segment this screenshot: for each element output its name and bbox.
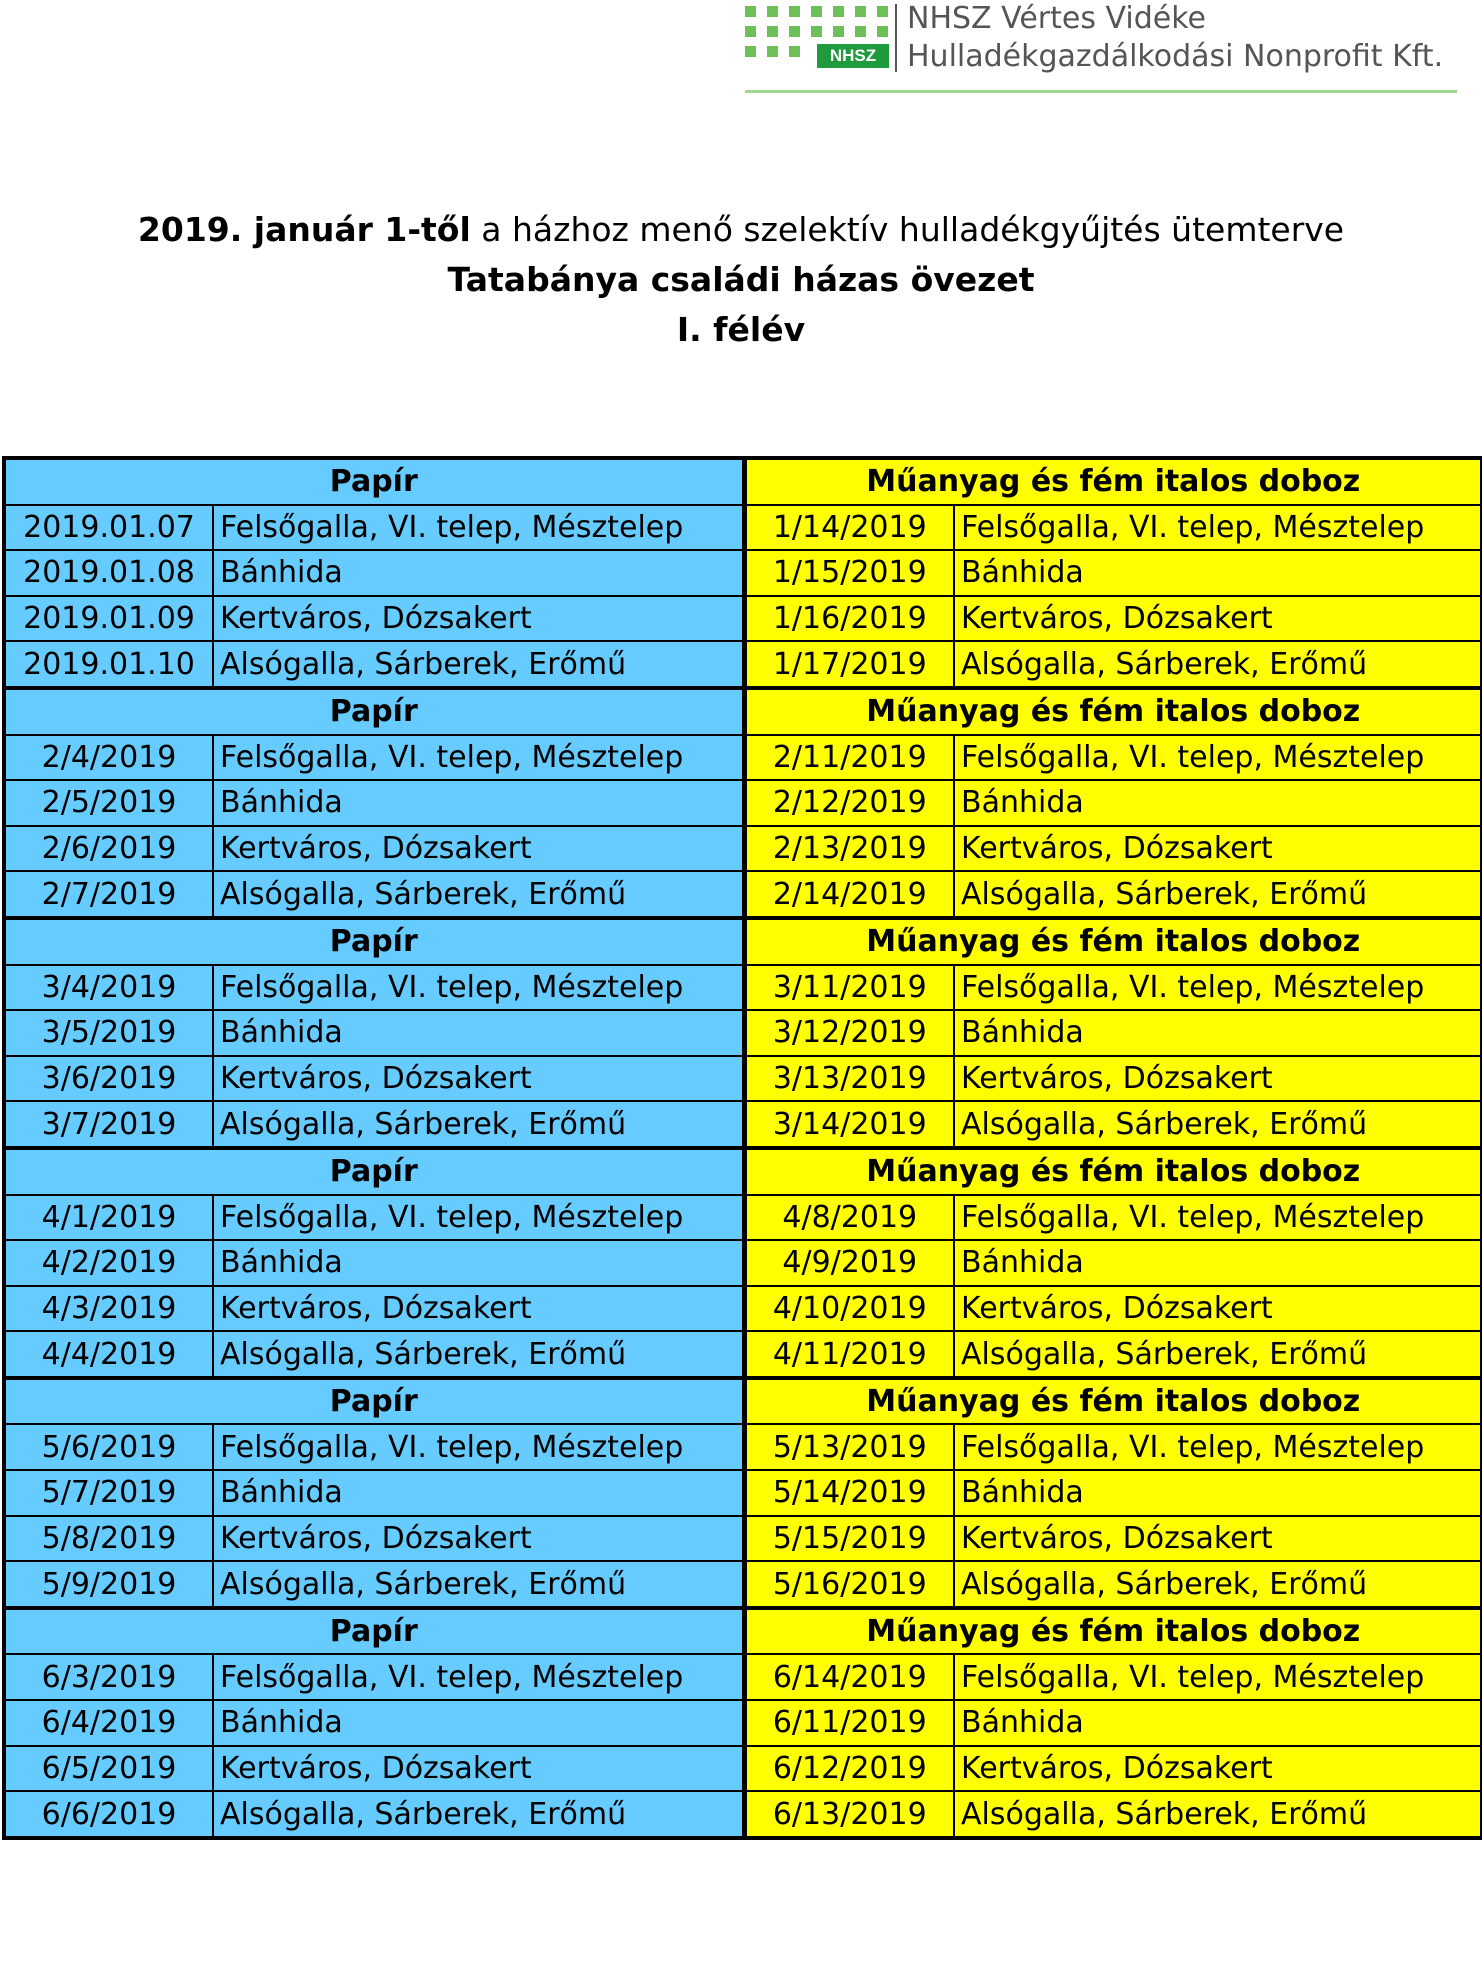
logo-dot (877, 6, 888, 17)
plastic-date: 6/12/2019 (744, 1746, 954, 1792)
plastic-header: Műanyag és fém italos doboz (744, 1148, 1482, 1195)
table-row (4, 965, 1482, 1011)
plastic-date: 5/16/2019 (744, 1561, 954, 1608)
plastic-area: Felsőgalla, VI. telep, Mésztelep (954, 735, 1482, 781)
logo-dot (789, 6, 800, 17)
logo-text (907, 0, 1443, 76)
plastic-area: Bánhida (954, 780, 1482, 826)
paper-date: 3/4/2019 (4, 965, 213, 1011)
paper-date: 4/4/2019 (4, 1331, 213, 1378)
plastic-date: 1/16/2019 (744, 596, 954, 642)
section-header-row (4, 458, 1482, 505)
logo-dot (811, 26, 822, 37)
plastic-date: 1/14/2019 (744, 505, 954, 551)
plastic-date: 5/15/2019 (744, 1516, 954, 1562)
section-header-row (4, 918, 1482, 965)
title-date: 2019. január 1-től (137, 210, 471, 249)
table-row (4, 1056, 1482, 1102)
table-row (4, 1195, 1482, 1241)
plastic-area: Kertváros, Dózsakert (954, 1746, 1482, 1792)
paper-area: Bánhida (213, 780, 744, 826)
table-row (4, 550, 1482, 596)
logo-dot (745, 26, 756, 37)
plastic-date: 6/11/2019 (744, 1700, 954, 1746)
plastic-date: 1/15/2019 (744, 550, 954, 596)
plastic-area: Felsőgalla, VI. telep, Mésztelep (954, 1424, 1482, 1470)
plastic-area: Alsógalla, Sárberek, Erőmű (954, 1791, 1482, 1838)
paper-date: 2019.01.09 (4, 596, 213, 642)
paper-area: Alsógalla, Sárberek, Erőmű (213, 1101, 744, 1148)
paper-area: Felsőgalla, VI. telep, Mésztelep (213, 1654, 744, 1700)
logo-separator (895, 4, 897, 72)
plastic-area: Kertváros, Dózsakert (954, 1056, 1482, 1102)
logo-underline (745, 90, 1457, 93)
paper-area: Alsógalla, Sárberek, Erőmű (213, 1791, 744, 1838)
paper-date: 5/8/2019 (4, 1516, 213, 1562)
paper-date: 2/4/2019 (4, 735, 213, 781)
table-row (4, 596, 1482, 642)
paper-area: Felsőgalla, VI. telep, Mésztelep (213, 735, 744, 781)
company-logo (745, 0, 1457, 100)
section-header-row (4, 1378, 1482, 1425)
paper-area: Alsógalla, Sárberek, Erőmű (213, 641, 744, 688)
paper-area: Kertváros, Dózsakert (213, 1516, 744, 1562)
title-description: a házhoz menő szelektív hulladékgyűjtés ütemterve (470, 210, 1345, 249)
paper-area: Alsógalla, Sárberek, Erőmű (213, 1561, 744, 1608)
table-row (4, 1746, 1482, 1792)
table-row (4, 505, 1482, 551)
collection-schedule-table (2, 456, 1482, 1840)
paper-area: Bánhida (213, 1470, 744, 1516)
plastic-date: 2/12/2019 (744, 780, 954, 826)
paper-date: 5/7/2019 (4, 1470, 213, 1516)
logo-dot (833, 26, 844, 37)
plastic-date: 3/11/2019 (744, 965, 954, 1011)
plastic-area: Alsógalla, Sárberek, Erőmű (954, 871, 1482, 918)
logo-company-subtitle: Hulladékgazdálkodási Nonprofit Kft. (907, 39, 1444, 74)
plastic-area: Bánhida (954, 1700, 1482, 1746)
plastic-header: Műanyag és fém italos doboz (744, 1378, 1482, 1425)
plastic-date: 6/14/2019 (744, 1654, 954, 1700)
logo-dot (855, 26, 866, 37)
logo-dot (745, 46, 756, 57)
paper-date: 2/7/2019 (4, 871, 213, 918)
plastic-header: Műanyag és fém italos doboz (744, 458, 1482, 505)
paper-area: Kertváros, Dózsakert (213, 1056, 744, 1102)
logo-dot (767, 6, 778, 17)
title-line-1 (0, 205, 1482, 255)
paper-header: Papír (4, 688, 744, 735)
paper-area: Alsógalla, Sárberek, Erőmű (213, 1331, 744, 1378)
title-semester: I. félév (676, 310, 806, 349)
paper-date: 6/4/2019 (4, 1700, 213, 1746)
paper-area: Felsőgalla, VI. telep, Mésztelep (213, 1195, 744, 1241)
paper-date: 2019.01.08 (4, 550, 213, 596)
plastic-area: Alsógalla, Sárberek, Erőmű (954, 641, 1482, 688)
paper-area: Felsőgalla, VI. telep, Mésztelep (213, 965, 744, 1011)
table-row (4, 1654, 1482, 1700)
logo-dot (789, 26, 800, 37)
title-area: Tatabánya családi házas övezet (447, 260, 1035, 299)
logo-dot (811, 6, 822, 17)
plastic-area: Bánhida (954, 1010, 1482, 1056)
table-row (4, 1424, 1482, 1470)
table-row (4, 1240, 1482, 1286)
document-title (0, 205, 1482, 355)
table-row (4, 1516, 1482, 1562)
paper-area: Bánhida (213, 1240, 744, 1286)
table-row (4, 1331, 1482, 1378)
plastic-date: 5/14/2019 (744, 1470, 954, 1516)
paper-date: 6/5/2019 (4, 1746, 213, 1792)
plastic-date: 4/11/2019 (744, 1331, 954, 1378)
plastic-header: Műanyag és fém italos doboz (744, 688, 1482, 735)
plastic-area: Bánhida (954, 1240, 1482, 1286)
paper-area: Alsógalla, Sárberek, Erőmű (213, 871, 744, 918)
paper-area: Felsőgalla, VI. telep, Mésztelep (213, 1424, 744, 1470)
paper-header: Papír (4, 1378, 744, 1425)
plastic-date: 2/13/2019 (744, 826, 954, 872)
paper-date: 4/1/2019 (4, 1195, 213, 1241)
plastic-area: Kertváros, Dózsakert (954, 596, 1482, 642)
plastic-area: Felsőgalla, VI. telep, Mésztelep (954, 505, 1482, 551)
plastic-header: Műanyag és fém italos doboz (744, 1608, 1482, 1655)
plastic-area: Bánhida (954, 1470, 1482, 1516)
plastic-area: Felsőgalla, VI. telep, Mésztelep (954, 1654, 1482, 1700)
logo-dot (745, 6, 756, 17)
paper-header: Papír (4, 1608, 744, 1655)
paper-area: Bánhida (213, 1010, 744, 1056)
plastic-date: 4/9/2019 (744, 1240, 954, 1286)
plastic-date: 6/13/2019 (744, 1791, 954, 1838)
table-row (4, 1286, 1482, 1332)
table-row (4, 1470, 1482, 1516)
paper-date: 2/5/2019 (4, 780, 213, 826)
paper-date: 3/7/2019 (4, 1101, 213, 1148)
table-row (4, 1101, 1482, 1148)
plastic-date: 3/13/2019 (744, 1056, 954, 1102)
logo-dot (767, 46, 778, 57)
paper-date: 2019.01.07 (4, 505, 213, 551)
paper-date: 6/3/2019 (4, 1654, 213, 1700)
paper-area: Kertváros, Dózsakert (213, 826, 744, 872)
logo-dot (767, 26, 778, 37)
plastic-date: 4/10/2019 (744, 1286, 954, 1332)
logo-dot (789, 46, 800, 57)
logo-dot (877, 26, 888, 37)
table-row (4, 1010, 1482, 1056)
paper-date: 3/5/2019 (4, 1010, 213, 1056)
plastic-area: Kertváros, Dózsakert (954, 1516, 1482, 1562)
paper-area: Kertváros, Dózsakert (213, 1746, 744, 1792)
plastic-area: Kertváros, Dózsakert (954, 826, 1482, 872)
plastic-area: Alsógalla, Sárberek, Erőmű (954, 1101, 1482, 1148)
paper-date: 4/2/2019 (4, 1240, 213, 1286)
paper-area: Bánhida (213, 1700, 744, 1746)
plastic-date: 5/13/2019 (744, 1424, 954, 1470)
paper-date: 5/6/2019 (4, 1424, 213, 1470)
paper-date: 3/6/2019 (4, 1056, 213, 1102)
section-header-row (4, 1148, 1482, 1195)
paper-area: Bánhida (213, 550, 744, 596)
logo-company-name: NHSZ Vértes Vidéke (907, 1, 1206, 36)
paper-header: Papír (4, 1148, 744, 1195)
table-row (4, 735, 1482, 781)
plastic-date: 2/14/2019 (744, 871, 954, 918)
plastic-date: 1/17/2019 (744, 641, 954, 688)
table-row (4, 780, 1482, 826)
paper-header: Papír (4, 918, 744, 965)
paper-date: 2/6/2019 (4, 826, 213, 872)
plastic-header: Műanyag és fém italos doboz (744, 918, 1482, 965)
plastic-date: 3/14/2019 (744, 1101, 954, 1148)
plastic-date: 4/8/2019 (744, 1195, 954, 1241)
section-header-row (4, 1608, 1482, 1655)
table-row (4, 871, 1482, 918)
paper-date: 5/9/2019 (4, 1561, 213, 1608)
paper-area: Kertváros, Dózsakert (213, 596, 744, 642)
plastic-area: Bánhida (954, 550, 1482, 596)
paper-header: Papír (4, 458, 744, 505)
plastic-area: Felsőgalla, VI. telep, Mésztelep (954, 1195, 1482, 1241)
plastic-area: Felsőgalla, VI. telep, Mésztelep (954, 965, 1482, 1011)
plastic-area: Alsógalla, Sárberek, Erőmű (954, 1561, 1482, 1608)
paper-date: 6/6/2019 (4, 1791, 213, 1838)
plastic-area: Alsógalla, Sárberek, Erőmű (954, 1331, 1482, 1378)
paper-date: 4/3/2019 (4, 1286, 213, 1332)
plastic-date: 2/11/2019 (744, 735, 954, 781)
paper-date: 2019.01.10 (4, 641, 213, 688)
table-row (4, 1791, 1482, 1838)
table-row (4, 641, 1482, 688)
table-row (4, 826, 1482, 872)
logo-dot (833, 6, 844, 17)
paper-area: Kertváros, Dózsakert (213, 1286, 744, 1332)
logo-dot (855, 6, 866, 17)
paper-area: Felsőgalla, VI. telep, Mésztelep (213, 505, 744, 551)
plastic-area: Kertváros, Dózsakert (954, 1286, 1482, 1332)
logo-badge: NHSZ (817, 44, 889, 68)
plastic-date: 3/12/2019 (744, 1010, 954, 1056)
table-row (4, 1561, 1482, 1608)
table-row (4, 1700, 1482, 1746)
section-header-row (4, 688, 1482, 735)
